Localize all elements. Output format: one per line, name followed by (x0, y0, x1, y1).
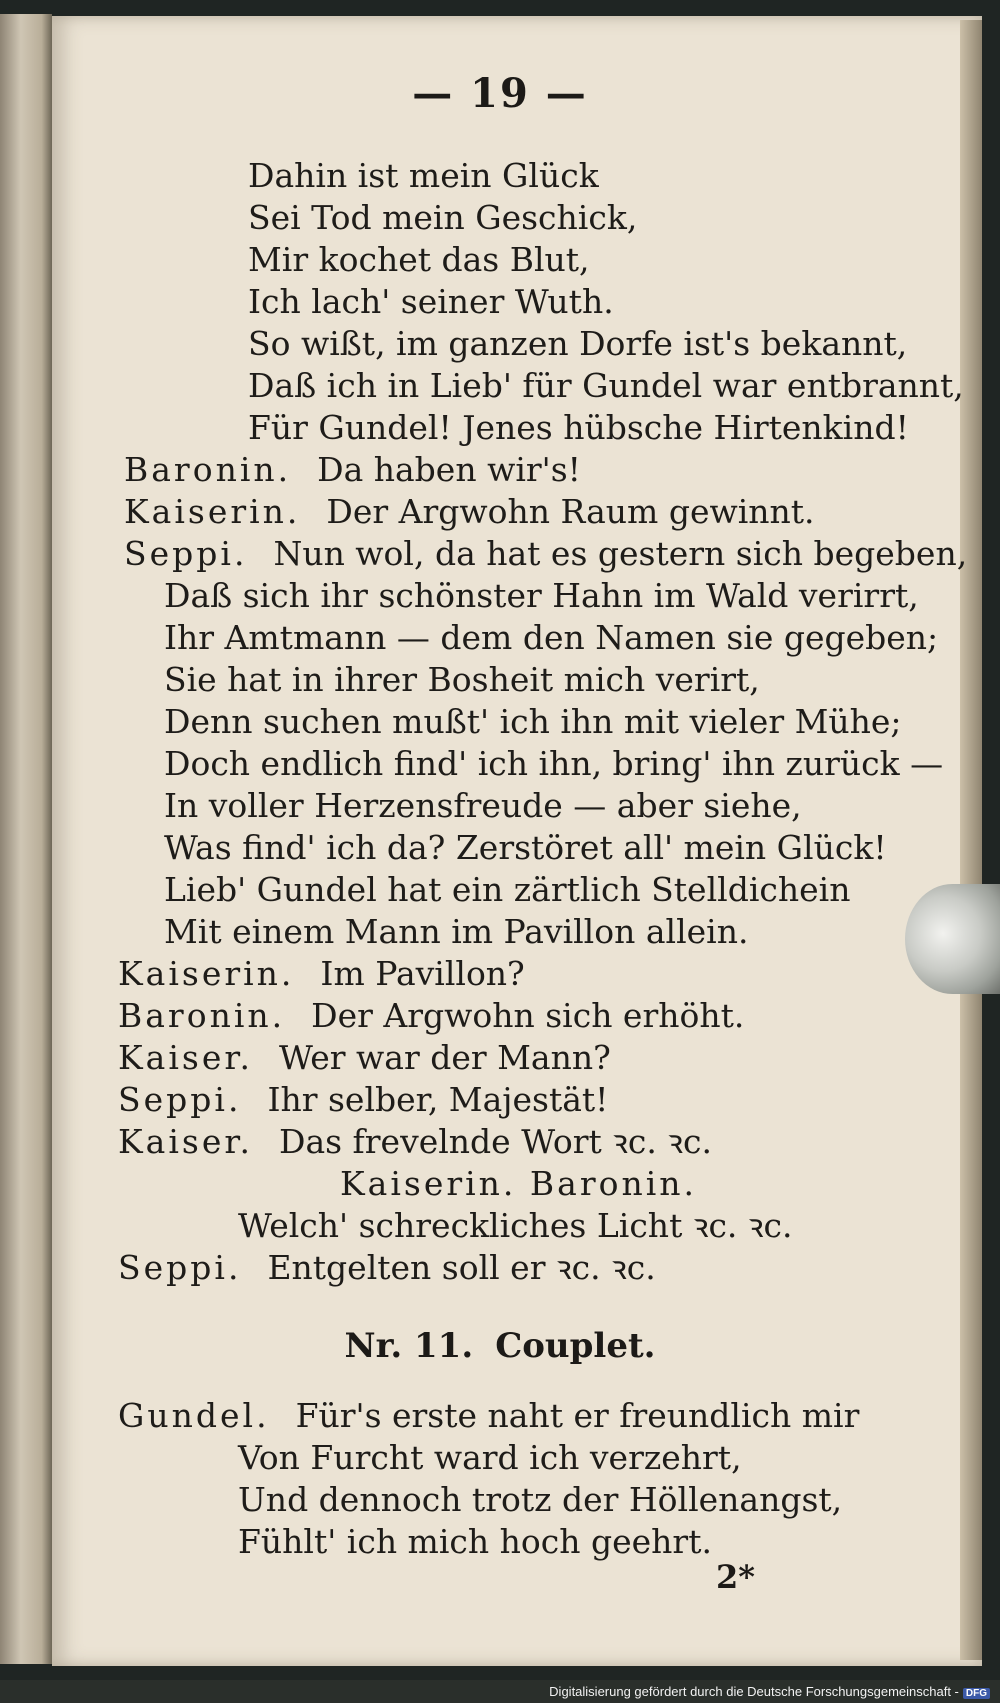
speaker-name: Baronin. (118, 996, 286, 1035)
line-text: Wer war der Mann? (279, 1038, 611, 1077)
verse-line (164, 828, 887, 868)
page-number: — 19 — (412, 70, 588, 117)
line-text: Da haben wir's! (317, 450, 581, 489)
line-text: Kaiserin. Baronin. (340, 1164, 698, 1203)
verse-line (248, 324, 907, 364)
verse-line (164, 912, 748, 952)
line-text: Denn suchen mußt' ich ihn mit vieler Mühe; (164, 702, 902, 741)
speaker-name: Gundel. (118, 1396, 270, 1435)
line-text: Für Gundel! Jenes hübsche Hirtenkind! (248, 408, 909, 447)
verse-line (164, 660, 760, 700)
verse-line (248, 282, 614, 322)
speaker-name: Kaiserin. (118, 954, 295, 993)
dialogue-line (118, 1396, 859, 1436)
line-text: Sie hat in ihrer Bosheit mich verirt, (164, 660, 760, 699)
line-text: Entgelten soll er ꝛc. ꝛc. (267, 1248, 656, 1287)
line-text: Daß sich ihr schönster Hahn im Wald verirrt, (164, 576, 919, 615)
dialogue-line (118, 1038, 611, 1078)
verse-line (164, 786, 802, 826)
verse-line (238, 1522, 712, 1562)
line-text: Ihr selber, Majestät! (267, 1080, 609, 1119)
verse-line (164, 576, 919, 616)
section-heading (0, 1326, 1000, 1366)
line-text: Von Furcht ward ich verzehrt, (238, 1438, 742, 1477)
footer-text: Digitalisierung gefördert durch die Deutsche Forschungsgemeinschaft - (549, 1684, 959, 1699)
dfg-logo: DFG (963, 1688, 990, 1699)
dialogue-line (118, 1080, 608, 1120)
verse-line (238, 1480, 842, 1520)
line-text: Ihr Amtmann — dem den Namen sie gegeben; (164, 618, 939, 657)
section-title: Couplet. (495, 1326, 656, 1366)
line-text: Welch' schreckliches Licht ꝛc. ꝛc. (238, 1206, 793, 1245)
line-text: Der Argwohn Raum gewinnt. (326, 492, 815, 531)
line-text: In voller Herzensfreude — aber siehe, (164, 786, 802, 825)
verse-line (248, 156, 599, 196)
speaker-name: Seppi. (124, 534, 248, 573)
speaker-name: Kaiser. (118, 1038, 253, 1077)
dialogue-line (118, 1248, 656, 1288)
line-text: So wißt, im ganzen Dorfe ist's bekannt, (248, 324, 908, 363)
line-text: Lieb' Gundel hat ein zärtlich Stelldichein (164, 870, 851, 909)
line-text: Für's erste naht er freundlich mir (295, 1396, 860, 1435)
verse-line (164, 744, 943, 784)
dialogue-line (118, 954, 525, 994)
verse-line (248, 198, 637, 238)
speaker-name: Kaiser. (118, 1122, 253, 1161)
verse-line (164, 870, 850, 910)
line-text: Ich lach' seiner Wuth. (248, 282, 614, 321)
dialogue-line (124, 450, 581, 490)
verse-line (248, 366, 964, 406)
line-text: Mir kochet das Blut, (248, 240, 590, 279)
section-number: Nr. 11. (344, 1326, 474, 1366)
line-text: Mit einem Mann im Pavillon allein. (164, 912, 749, 951)
line-text: Doch endlich find' ich ihn, bring' ihn zurück — (164, 744, 944, 783)
left-page-edge (0, 14, 52, 1664)
line-text: Fühlt' ich mich hoch geehrt. (238, 1522, 712, 1561)
digitization-footer (0, 1684, 990, 1699)
line-text: Sei Tod mein Geschick, (248, 198, 638, 237)
speaker-name: Seppi. (118, 1248, 242, 1287)
verse-line (238, 1206, 793, 1246)
line-text: Dahin ist mein Glück (248, 156, 599, 195)
dialogue-line (118, 996, 744, 1036)
verse-line (164, 702, 902, 742)
right-page-edge (960, 20, 982, 1660)
speaker-name: Kaiserin. (124, 492, 301, 531)
signature-mark: 2* (716, 1558, 755, 1596)
line-text: Im Pavillon? (320, 954, 525, 993)
speaker-name: Baronin. (124, 450, 292, 489)
verse-line (238, 1438, 742, 1478)
line-text: Nun wol, da hat es gestern sich begeben, (273, 534, 968, 573)
page-clip (905, 884, 1000, 994)
dialogue-line (124, 534, 967, 574)
speaker-group (340, 1164, 697, 1204)
line-text: Daß ich in Lieb' für Gundel war entbrannt, (248, 366, 964, 405)
verse-line (248, 408, 909, 448)
verse-line (164, 618, 938, 658)
dialogue-line (118, 1122, 712, 1162)
line-text: Und dennoch trotz der Höllenangst, (238, 1480, 843, 1519)
verse-line (248, 240, 590, 280)
line-text: Was find' ich da? Zerstöret all' mein Glück! (164, 828, 887, 867)
speaker-name: Seppi. (118, 1080, 242, 1119)
line-text: Das frevelnde Wort ꝛc. ꝛc. (279, 1122, 712, 1161)
line-text: Der Argwohn sich erhöht. (311, 996, 745, 1035)
dialogue-line (124, 492, 815, 532)
